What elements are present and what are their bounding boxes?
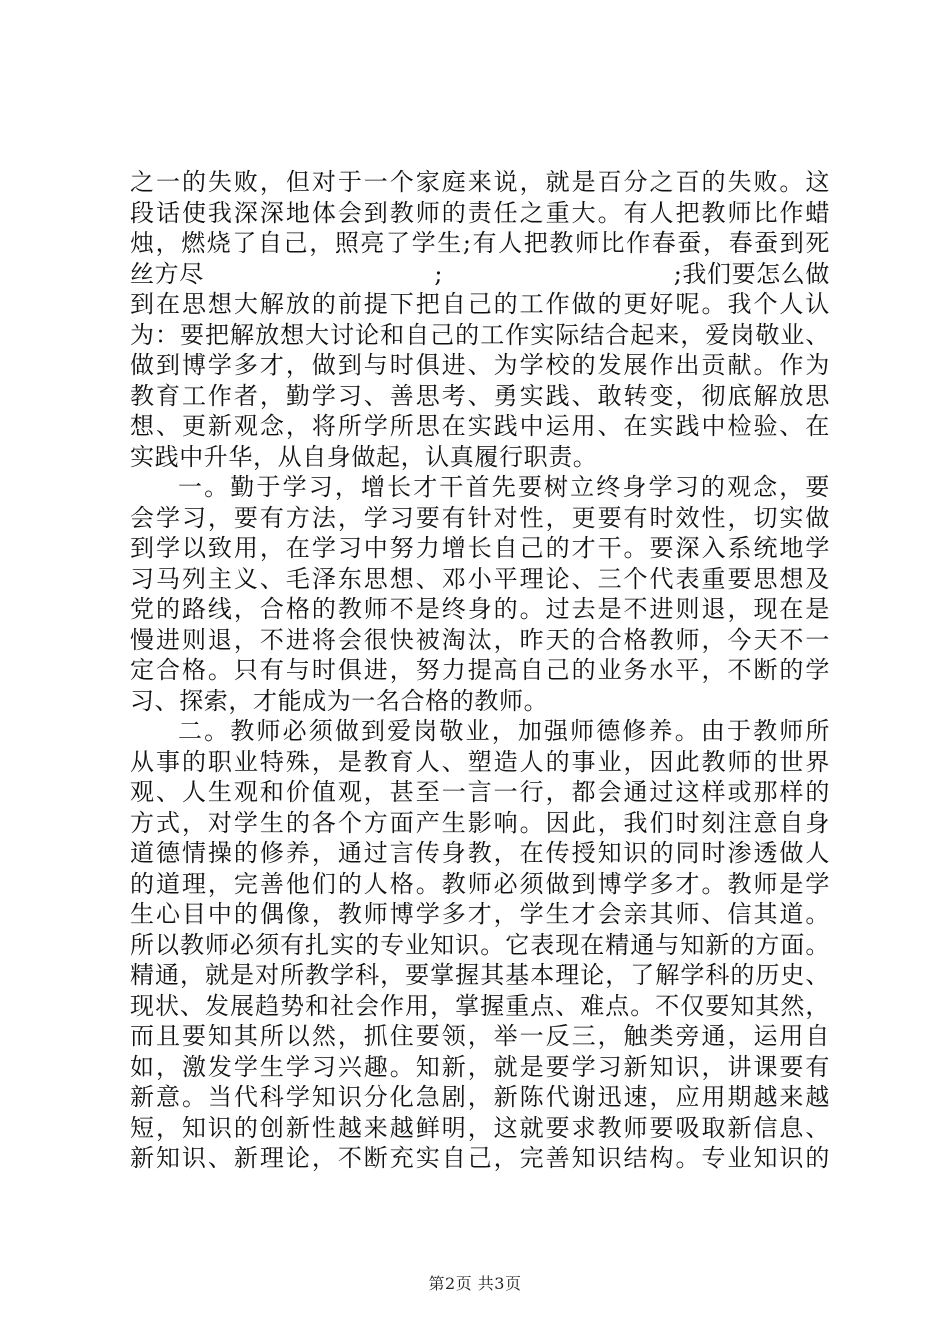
text-line: 现状、发展趋势和社会作用，掌握重点、难点。不仅要知其然， xyxy=(130,991,830,1020)
text-line: 党的路线，合格的教师不是终身的。过去是不进则退，现在是 xyxy=(130,595,830,623)
gap-line-start: 丝方尽 xyxy=(130,259,204,288)
text-line: 生心目中的偶像，教师博学多才，学生才会亲其师、信其道。 xyxy=(130,900,830,928)
text-line: 习、探索，才能成为一名合格的教师。 xyxy=(130,686,549,715)
text-line: 为：要把解放想大讨论和自己的工作实际结合起来，爱岗敬业、 xyxy=(130,320,830,349)
text-line: 慢进则退，不进将会很快被淘汰，昨天的合格教师，今天不一 xyxy=(130,625,830,654)
text-line: 短，知识的创新性越来越鲜明，这就要求教师要吸取新信息、 xyxy=(130,1113,830,1142)
text-line: 习马列主义、毛泽东思想、邓小平理论、三个代表重要思想及 xyxy=(130,564,830,593)
text-line: 想、更新观念，将所学所思在实践中运用、在实践中检验、在 xyxy=(130,412,830,440)
text-line: 方式，对学生的各个方面产生影响。因此，我们时刻注意自身 xyxy=(130,808,830,837)
document-body xyxy=(130,167,830,1174)
text-line: 观、人生观和价值观，甚至一言一行，都会通过这样或那样的 xyxy=(130,778,830,806)
page-number-footer: 第2页 共3页 xyxy=(428,1274,522,1293)
text-line: 之一的失败，但对于一个家庭来说，就是百分之百的失败。这 xyxy=(130,168,830,196)
text-line: 从事的职业特殊，是教育人、塑造人的事业，因此教师的世界 xyxy=(130,747,830,776)
paragraph-first-line: 二。教师必须做到爱岗敬业，加强师德修养。由于教师所 xyxy=(178,717,830,745)
text-line: 道德情操的修养，通过言传身教，在传授知识的同时渗透做人 xyxy=(130,839,830,867)
text-line: 的道理，完善他们的人格。教师必须做到博学多才。教师是学 xyxy=(130,869,830,898)
text-line: 会学习，要有方法，学习要有针对性，更要有时效性，切实做 xyxy=(130,503,830,532)
gap-line-middle: ; xyxy=(434,259,444,288)
text-line: 新知识、新理论，不断充实自己，完善知识结构。专业知识的 xyxy=(130,1144,830,1172)
text-line: 实践中升华，从自身做起，认真履行职责。 xyxy=(130,442,598,471)
text-line: 烛，燃烧了自己，照亮了学生;有人把教师比作春蚕，春蚕到死 xyxy=(130,229,830,257)
text-line: 教育工作者，勤学习、善思考、勇实践、敢转变，彻底解放思 xyxy=(130,381,830,410)
paragraph-first-line: 一。勤于学习，增长才干首先要树立终身学习的观念，要 xyxy=(178,473,830,501)
text-line-with-gap xyxy=(130,259,830,290)
text-line: 到在思想大解放的前提下把自己的工作做的更好呢。我个人认 xyxy=(130,290,830,318)
text-line: 如，激发学生学习兴趣。知新，就是要学习新知识，讲课要有 xyxy=(130,1052,830,1081)
text-line: 而且要知其所以然，抓住要领，举一反三，触类旁通，运用自 xyxy=(130,1022,830,1050)
text-line: 到学以致用，在学习中努力增长自己的才干。要深入系统地学 xyxy=(130,534,830,562)
gap-line-end: ;我们要怎么做 xyxy=(673,259,830,288)
text-line: 所以教师必须有扎实的专业知识。它表现在精通与知新的方面。 xyxy=(130,930,830,959)
text-line: 新意。当代科学知识分化急剧，新陈代谢迅速，应用期越来越 xyxy=(130,1083,830,1111)
text-line: 精通，就是对所教学科，要掌握其基本理论，了解学科的历史、 xyxy=(130,961,830,989)
text-line: 定合格。只有与时俱进，努力提高自己的业务水平，不断的学 xyxy=(130,656,830,684)
text-line: 段话使我深深地体会到教师的责任之重大。有人把教师比作蜡 xyxy=(130,198,830,227)
text-line: 做到博学多才，做到与时俱进、为学校的发展作出贡献。作为 xyxy=(130,351,830,379)
